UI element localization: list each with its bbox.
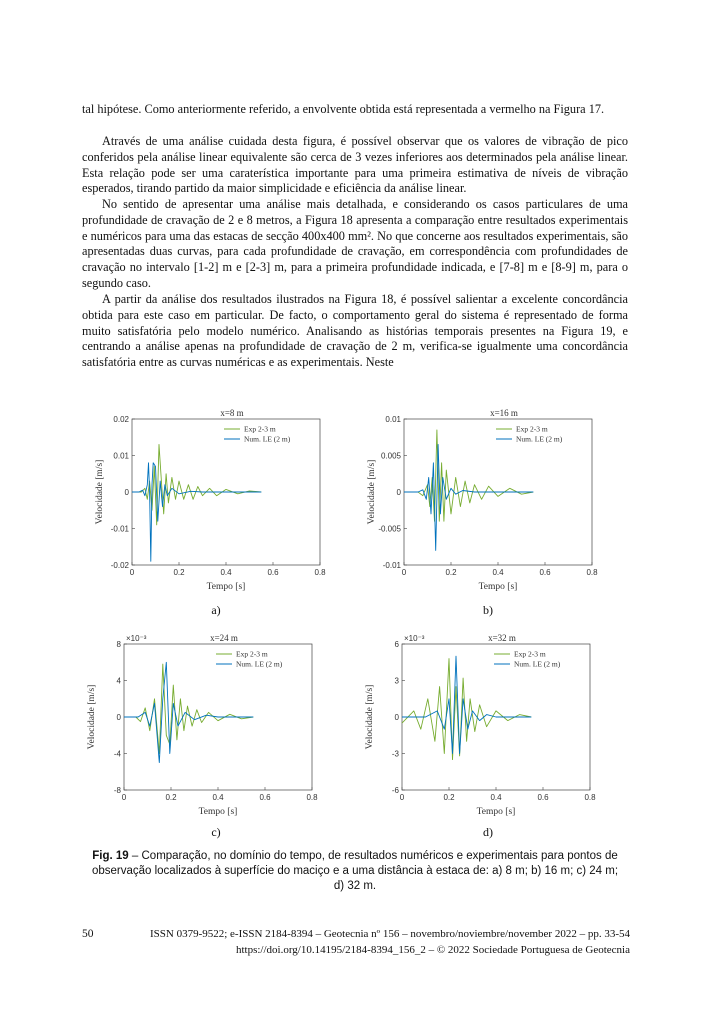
chart-a-svg xyxy=(80,405,380,592)
chart-a-x-tick-label: 0 xyxy=(129,568,135,577)
chart-a-x-tick-label: 0.2 xyxy=(173,568,185,577)
chart-c-x-tick-label: 0.8 xyxy=(306,793,318,802)
chart-b-x-tick-label: 0.8 xyxy=(586,568,598,577)
chart-a-x-tick-label: 0.6 xyxy=(267,568,279,577)
chart-a-x-tick-label: 0.4 xyxy=(220,568,232,577)
chart-a-y-tick-label: -0.01 xyxy=(110,524,129,534)
paragraph-1: tal hipótese. Como anteriormente referido, a envolvente obtida está representada a vermelho na Figura 17. xyxy=(82,102,605,116)
chart-d-x-axis-label: Tempo [s] xyxy=(476,807,516,817)
chart-d-legend-label: Exp 2-3 m xyxy=(514,649,546,659)
chart-d-x-tick-label: 0.4 xyxy=(490,793,502,802)
chart-d-y-tick-label: 0 xyxy=(394,713,399,722)
chart-b-x-tick-label: 0.4 xyxy=(492,568,504,577)
chart-a-legend-label: Num. LE (2 m) xyxy=(244,434,291,444)
chart-a-y-tick-label: -0.02 xyxy=(110,561,129,570)
chart-d xyxy=(350,630,650,817)
chart-c-y-tick-label: 0 xyxy=(116,713,121,722)
footer-issn: ISSN 0379-9522; e-ISSN 2184-8394 – Geotecnia nº 156 – novembro/noviembre/november 2022 – pp. 33-54 xyxy=(149,928,630,940)
chart-d-legend-label: Num. LE (2 m) xyxy=(514,659,561,669)
chart-d-y-axis-label: Velocidade [m/s] xyxy=(365,684,375,750)
chart-d-y-tick-label: -6 xyxy=(391,786,399,795)
chart-b xyxy=(352,405,652,592)
chart-b-legend-label: Num. LE (2 m) xyxy=(516,434,563,444)
caption-label: Fig. 19 xyxy=(92,850,129,862)
chart-b-x-tick-label: 0.2 xyxy=(445,568,457,577)
footer-doi: https://doi.org/10.14195/2184-8394_156_2 – © 2022 Sociedade Portuguesa de Geotecnia xyxy=(235,944,630,956)
chart-b-x-tick-label: 0 xyxy=(401,568,407,577)
chart-a-y-tick-label: 0.01 xyxy=(113,451,129,461)
chart-b-y-tick-label: -0.01 xyxy=(382,561,401,570)
chart-b-y-axis-label: Velocidade [m/s] xyxy=(367,459,377,525)
chart-b-y-tick-label: -0.005 xyxy=(378,524,401,534)
chart-a-y-axis-label: Velocidade [m/s] xyxy=(95,459,105,525)
chart-b-y-tick-label: 0 xyxy=(396,488,401,497)
paragraph-3: No sentido de apresentar uma análise mais detalhada, e considerando os casos particulares de uma profundidade de cravação de 2 e 8 metros, a Figura 18 apresenta a comparação entre resultados experimentais e numéricos para uma das estacas de secção 400x400 mm². No que concerne aos resultados experimentais, são apresentadas duas curvas, para cada profundidade de cravação, em correspondência com profundidades de cravação no intervalo [1-2] m e [2-3] m, para a primeira profundidade indicada, e [7-8] m e [8-9] m, para o segundo caso. xyxy=(82,197,628,290)
chart-d-title: x=32 m xyxy=(488,633,516,643)
chart-d-x-tick-label: 0.8 xyxy=(584,793,596,802)
chart-d-y-tick-label: 3 xyxy=(394,676,399,686)
chart-a-legend-label: Exp 2-3 m xyxy=(244,424,276,434)
chart-b-legend-label: Exp 2-3 m xyxy=(516,424,548,434)
panel-label-c: c) xyxy=(211,825,221,839)
chart-c-x-tick-label: 0.2 xyxy=(165,793,177,802)
chart-d-x-tick-label: 0 xyxy=(399,793,405,802)
chart-c-x-tick-label: 0.6 xyxy=(259,793,271,802)
chart-b-svg xyxy=(352,405,652,592)
chart-d-x-tick-label: 0.6 xyxy=(537,793,549,802)
chart-c-legend-label: Num. LE (2 m) xyxy=(236,659,283,669)
chart-b-title: x=16 m xyxy=(490,408,518,418)
panel-label-b: b) xyxy=(483,603,493,617)
chart-c-y-exponent: ×10⁻³ xyxy=(126,634,147,643)
chart-c-x-tick-label: 0.4 xyxy=(212,793,224,802)
chart-d-y-exponent: ×10⁻³ xyxy=(404,634,425,643)
chart-d-svg xyxy=(350,630,650,817)
chart-a-x-tick-label: 0.8 xyxy=(314,568,326,577)
chart-c-x-axis-label: Tempo [s] xyxy=(198,807,238,817)
chart-b-y-tick-label: 0.01 xyxy=(385,415,401,424)
paragraph-4: A partir da análise dos resultados ilustrados na Figura 18, é possível salientar a excelente concordância obtida para este caso em particular. De facto, o comportamento geral do sistema é representado de forma muito satisfatória pelo modelo numérico. Analisando as histórias temporais presentes na Figura 19, e centrando a análise apenas na profundidade de cravação de 2 m, verifica-se igualmente uma concordância satisfatória entre as curvas numéricas e as experimentais. Neste xyxy=(82,292,628,370)
chart-c-title: x=24 m xyxy=(210,633,238,643)
chart-c-y-axis-label: Velocidade [m/s] xyxy=(87,684,97,750)
page-number: 50 xyxy=(82,928,94,940)
chart-d-y-tick-label: -3 xyxy=(391,749,399,759)
chart-c xyxy=(72,630,372,817)
chart-b-x-tick-label: 0.6 xyxy=(539,568,551,577)
chart-b-y-tick-label: 0.005 xyxy=(380,451,401,461)
chart-d-x-tick-label: 0.2 xyxy=(443,793,455,802)
chart-c-y-tick-label: 8 xyxy=(116,640,121,649)
figure-caption xyxy=(90,849,620,894)
chart-c-legend-label: Exp 2-3 m xyxy=(236,649,268,659)
panel-label-d: d) xyxy=(483,825,493,839)
chart-a-y-tick-label: 0.02 xyxy=(113,415,129,424)
chart-a-y-tick-label: 0 xyxy=(124,488,129,497)
chart-c-x-tick-label: 0 xyxy=(121,793,127,802)
chart-c-svg xyxy=(72,630,372,817)
panel-label-a: a) xyxy=(211,603,221,617)
chart-c-y-tick-label: 4 xyxy=(116,676,121,686)
caption-text: – Comparação, no domínio do tempo, de resultados numéricos e experimentais para pontos de observação localizados à superfície do maciço e a uma distância à estaca de: a) 8 m; b) 16 m; c) 24 m; d) 32 m. xyxy=(91,850,619,892)
chart-a xyxy=(80,405,380,592)
chart-c-y-tick-label: -8 xyxy=(113,786,121,795)
chart-d-y-tick-label: 6 xyxy=(394,640,399,649)
paragraph-2: Através de uma análise cuidada desta figura, é possível observar que os valores de vibração de pico conferidos pela análise linear equivalente são cerca de 3 vezes inferiores aos determinados pela análise linear. Esta relação pode ser uma caraterística importante para uma primeira estimativa de níveis de vibração esperados, tirando partido da maior simplicidade e eficiência da análise linear. xyxy=(82,134,628,196)
chart-a-x-axis-label: Tempo [s] xyxy=(206,582,246,592)
chart-a-title: x=8 m xyxy=(220,408,244,418)
chart-c-y-tick-label: -4 xyxy=(113,749,121,759)
chart-b-x-axis-label: Tempo [s] xyxy=(478,582,518,592)
